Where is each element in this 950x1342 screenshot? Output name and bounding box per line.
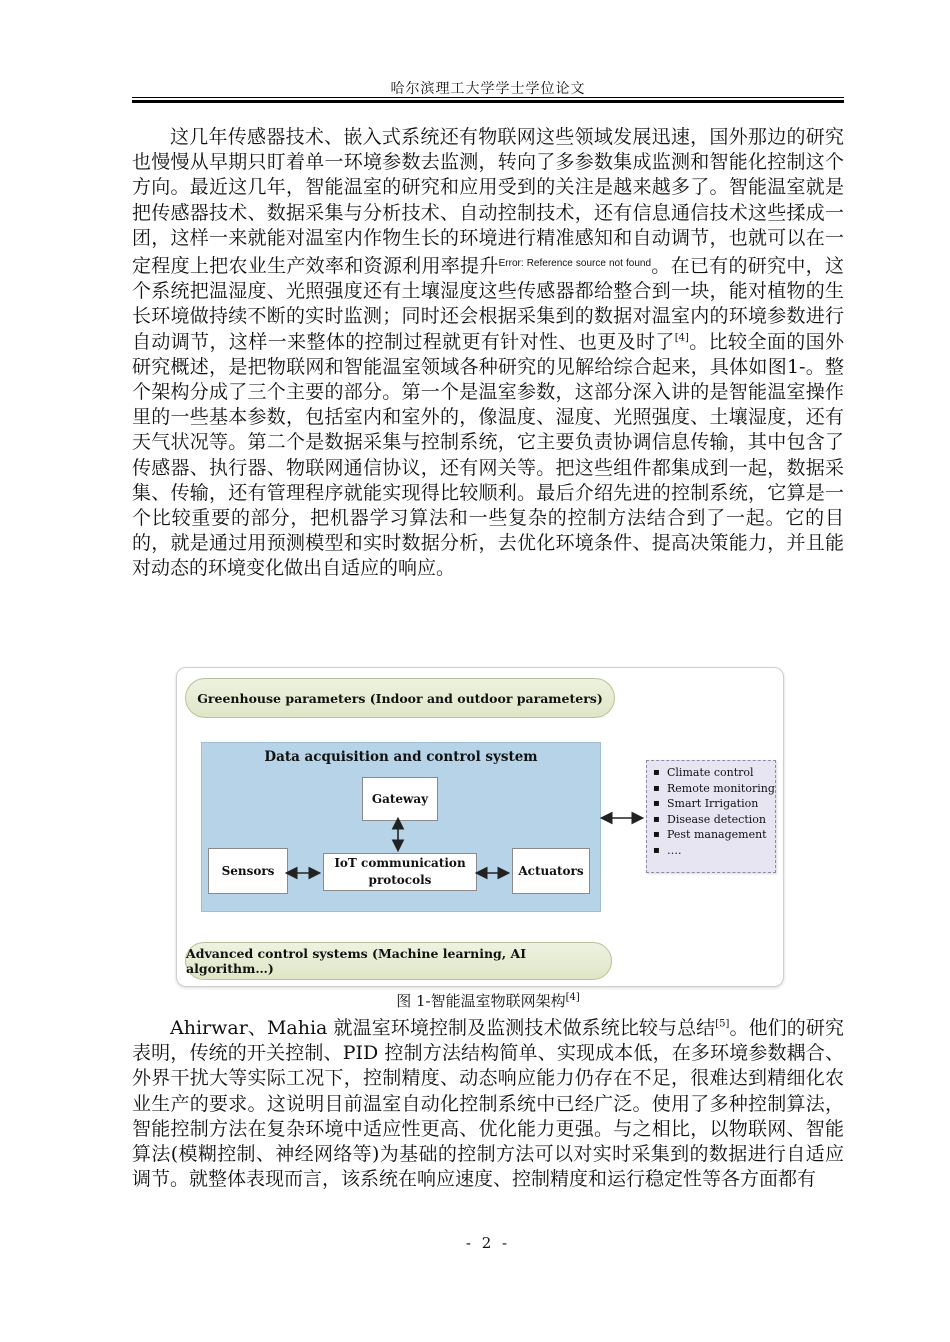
figure-caption — [132, 990, 844, 1011]
citation: [4] — [565, 992, 580, 1003]
page-number: - 2 - — [465, 1234, 511, 1252]
application-item: ▪ …. — [667, 843, 775, 859]
sensors-box: Sensors — [208, 848, 288, 894]
paragraph-text: Ahirwar、Mahia 就温室环境控制及监测技术做系统比较与总结 — [170, 1017, 716, 1039]
data-acquisition-panel — [201, 742, 601, 912]
header-rule-thick — [132, 100, 844, 103]
running-header: 哈尔滨理工大学学士学位论文 — [390, 81, 586, 97]
advanced-control-banner: Advanced control systems (Machine learning, AI algorithm…) — [185, 942, 612, 980]
iot-protocols-box — [323, 853, 477, 891]
greenhouse-parameters-banner: Greenhouse parameters (Indoor and outdoor parameters) — [185, 678, 615, 718]
applications-box — [646, 760, 776, 873]
application-item: ▪ Smart Irrigation — [667, 796, 775, 812]
application-item: ▪ Climate control — [667, 765, 775, 781]
actuators-box: Actuators — [512, 848, 590, 894]
paragraph-text: 。他们的研究表明，传统的开关控制、PID 控制方法结构简单、实现成本低，在多环境参数耦合、外界干扰大等实际工况下，控制精度、动态响应能力仍存在不足，很难达到精细化农业生产的要求。这说明目前温室自动化控制系统中已经广泛。使用了多种控制算法，智能控制方法在复杂环境中适应性更高、优化能力更强。与之相比，以物联网、智能算法(模糊控制、神经网络等)为基础的控制方法可以对实时采集到的数据进行自适应调节。就整体表现而言，该系统在响应速度、控制精度和运行稳定性等各方面都有 — [132, 1017, 844, 1191]
application-item: ▪ Disease detection — [667, 812, 775, 828]
daq-title: Data acquisition and control system — [264, 749, 538, 765]
paragraph-text: 这几年传感器技术、嵌入式系统还有物联网这些领域发展迅速，国外那边的研究也慢慢从早期只盯着单一环境参数去监测，转向了多参数集成监测和智能化控制这个方向。最近这几年，智能温室的研究和应用受到的关注是越来越多了。智能温室就是把传感器技术、数据采集与分析技术、自动控制技术，还有信息通信技术这些揉成一团，这样一来就能对温室内作物生长的环境进行精准感知和自动调节，也就可以在一定程度上把农业生产效率和资源利用率提升 — [132, 126, 844, 278]
paragraph-text: 。比较全面的国外研究概述，是把物联网和智能温室领域各种研究的见解给综合起来，具体如图1-。整个架构分成了三个主要的部分。第一个是温室参数，这部分深入讲的是智能温室操作里的一些基本参数，包括室内和室外的，像温度、湿度、光照强度、土壤湿度，还有天气状况等。第二个是数据采集与控制系统，它主要负责协调信息传输，其中包含了传感器、执行器、物联网通信协议，还有网关等。把这些组件都集成到一起，数据采集、传输，还有管理程序就能实现得比较顺利。最后介绍先进的控制系统，它算是一个比较重要的部分，把机器学习算法和一些复杂的控制方法结合到了一起。它的目的，就是通过用预测模型和实时数据分析，去优化环境条件、提高决策能力，并且能对动态的环境变化做出自适应的响应。 — [132, 330, 844, 580]
caption-text: 图 1-智能温室物联网架构 — [396, 992, 566, 1010]
paragraph-text: 。在已有的研究中，这个系统把温湿度、光照强度还有土壤湿度这些传感器都给整合到一块，能对植物的生长环境做持续不断的实时监测；同时还会根据采集到的数据对温室内的环境参数进行自动调节，这样一来整体的控制过程就更有针对性、也更及时了 — [132, 255, 844, 353]
reference-error: Error: Reference source not found — [498, 258, 652, 270]
application-item: ▪ Pest management — [667, 827, 775, 843]
header-rule — [132, 97, 844, 98]
body-paragraph-1 — [132, 125, 844, 582]
citation: [5] — [715, 1018, 730, 1030]
iot-label-line2: protocols — [368, 873, 432, 887]
body-paragraph-2 — [132, 1016, 844, 1192]
citation: [4] — [674, 332, 689, 344]
application-item: ▪ Remote monitoring — [667, 781, 775, 797]
iot-label-line1: IoT communication — [334, 856, 466, 870]
architecture-figure — [176, 667, 784, 987]
gateway-box: Gateway — [362, 777, 438, 821]
